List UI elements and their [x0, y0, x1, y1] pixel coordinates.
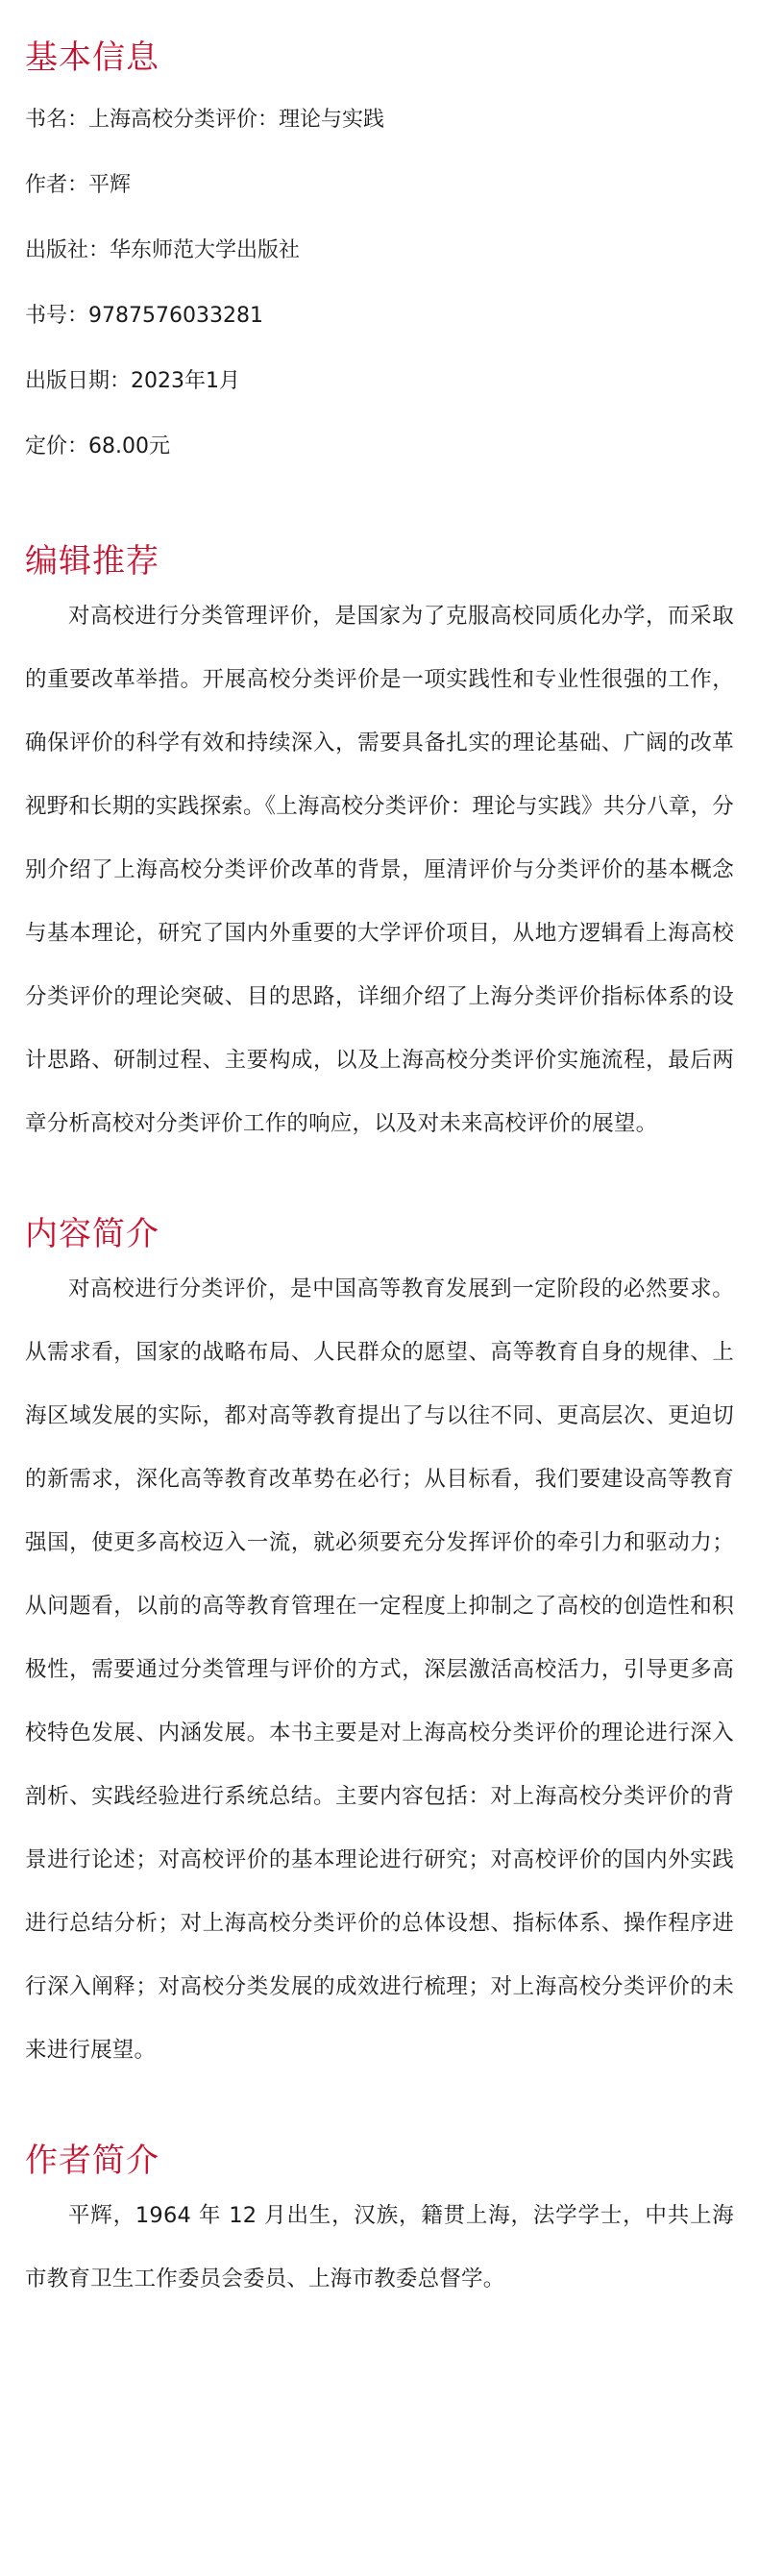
editor-recommendation-heading: 编辑推荐 [25, 542, 159, 581]
author-field: 作者：平辉 [25, 173, 132, 197]
pub-date-field: 出版日期：2023年1月 [25, 369, 240, 393]
author-intro-heading: 作者简介 [25, 2142, 159, 2180]
book-name-field: 书名：上海高校分类评价：理论与实践 [25, 108, 385, 132]
price-field: 定价：68.00元 [25, 434, 170, 458]
content-summary-heading: 内容简介 [25, 1215, 159, 1253]
content-summary-text: 对高校进行分类评价，是中国高等教育发展到一定阶段的必然要求。从需求看，国家的战略布局、人民群众的愿望、高等教育自身的规律、上海区域发展的实际，都对高等教育提出了与以往不同、更高层次、更迫切的新需求，深化高等教育改革势在必行；从目标看，我们要建设高等教育强国，使更多高校迈入一流，就必须要充分发挥评价的牵引力和驱动力；从问题看，以前的高等教育管理在一定程度上抑制之了高校的创造性和积极性，需要通过分类管理与评价的方式，深层激活高校活力，引导更多高校特色发展、内涵发展。本书主要是对上海高校分类评价的理论进行深入剖析、实践经验进行系统总结。主要内容包括：对上海高校分类评价的背景进行论述；对高校评价的基本理论进行研究；对高校评价的国内外实践进行总结分析；对上海高校分类评价的总体设想、指标体系、操作程序进行深入阐释；对高校分类发展的成效进行梳理；对上海高校分类评价的未来进行展望。 [25, 1276, 734, 2063]
content-summary-section [25, 1213, 734, 2082]
publisher-field: 出版社：华东师范大学出版社 [25, 238, 301, 262]
basic-info-section [25, 0, 734, 498]
editor-recommendation-text: 对高校进行分类管理评价，是国家为了克服高校同质化办学，而采取的重要改革举措。开展高校分类评价是一项实践性和专业性很强的工作，确保评价的科学有效和持续深入，需要具备扎实的理论基础、广阔的改革视野和长期的实践探索。《上海高校分类评价：理论与实践》共分八章，分别介绍了上海高校分类评价改革的背景，厘清评价与分类评价的基本概念与基本理论，研究了国内外重要的大学评价项目，从地方逻辑看上海高校分类评价的理论突破、目的思路，详细介绍了上海分类评价指标体系的设计思路、研制过程、主要构成，以及上海高校分类评价实施流程，最后两章分析高校对分类评价工作的响应，以及对未来高校评价的展望。 [25, 604, 734, 1136]
isbn-field: 书号：9787576033281 [25, 304, 263, 328]
editor-recommendation-section [25, 540, 734, 1155]
basic-info-heading: 基本信息 [25, 38, 159, 77]
author-intro-text: 平辉，1964 年 12 月出生，汉族，籍贯上海，法学学士，中共上海市教育卫生工作委员会委员、上海市教委总督学。 [25, 2203, 734, 2291]
author-intro-section [25, 2140, 734, 2311]
